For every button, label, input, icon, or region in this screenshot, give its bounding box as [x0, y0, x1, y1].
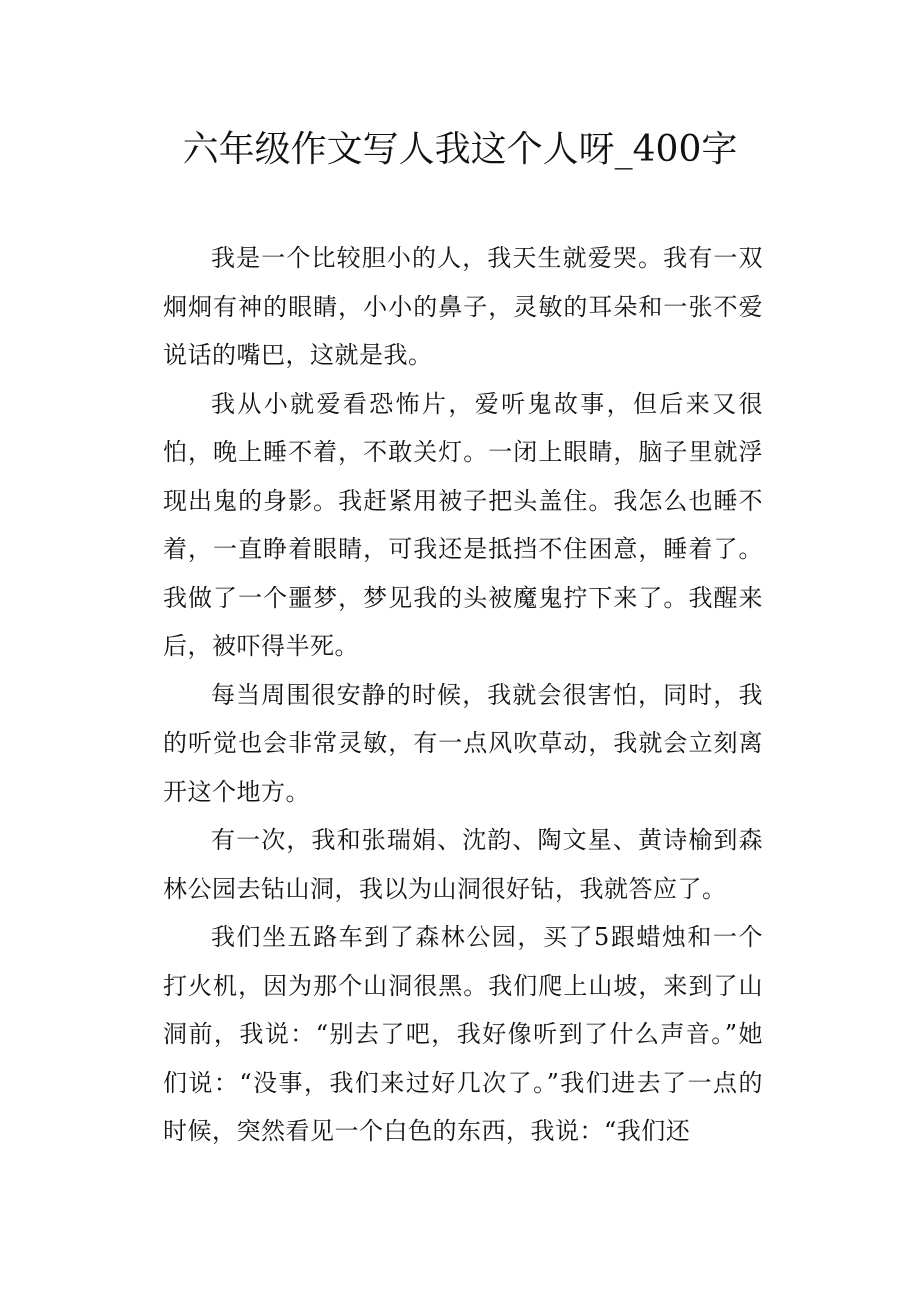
paragraph: 我们坐五路车到了森林公园，买了5跟蜡烛和一个打火机，因为那个山洞很黑。我们爬上山坡，来到了山洞前，我说：“别去了吧，我好像听到了什么声音。”她们说：“没事，我们来过好几次了。”我们进去了一点的时候，突然看见一个白色的东西，我说：“我们还 [163, 923, 763, 1145]
paragraph: 我是一个比较胆小的人，我天生就爱哭。我有一双炯炯有神的眼睛，小小的鼻子，灵敏的耳朵和一张不爱说话的嘴巴，这就是我。 [163, 244, 763, 369]
paragraph: 有一次，我和张瑞娟、沈韵、陶文星、黄诗榆到森林公园去钻山洞，我以为山洞很好钻，我就答应了。 [163, 826, 763, 903]
document-body [163, 234, 763, 1156]
document-title: 六年级作文写人我这个人呀_400字 [182, 129, 738, 170]
paragraph: 我从小就爱看恐怖片，爱听鬼故事，但后来又很怕，晚上睡不着，不敢关灯。一闭上眼睛，脑子里就浮现出鬼的身影。我赶紧用被子把头盖住。我怎么也睡不着，一直睁着眼睛，可我还是抵挡不住困意，睡着了。我做了一个噩梦，梦见我的头被魔鬼拧下来了。我醒来后，被吓得半死。 [163, 389, 763, 660]
paragraph: 每当周围很安静的时候，我就会很害怕，同时，我的听觉也会非常灵敏，有一点风吹草动，我就会立刻离开这个地方。 [163, 680, 763, 806]
